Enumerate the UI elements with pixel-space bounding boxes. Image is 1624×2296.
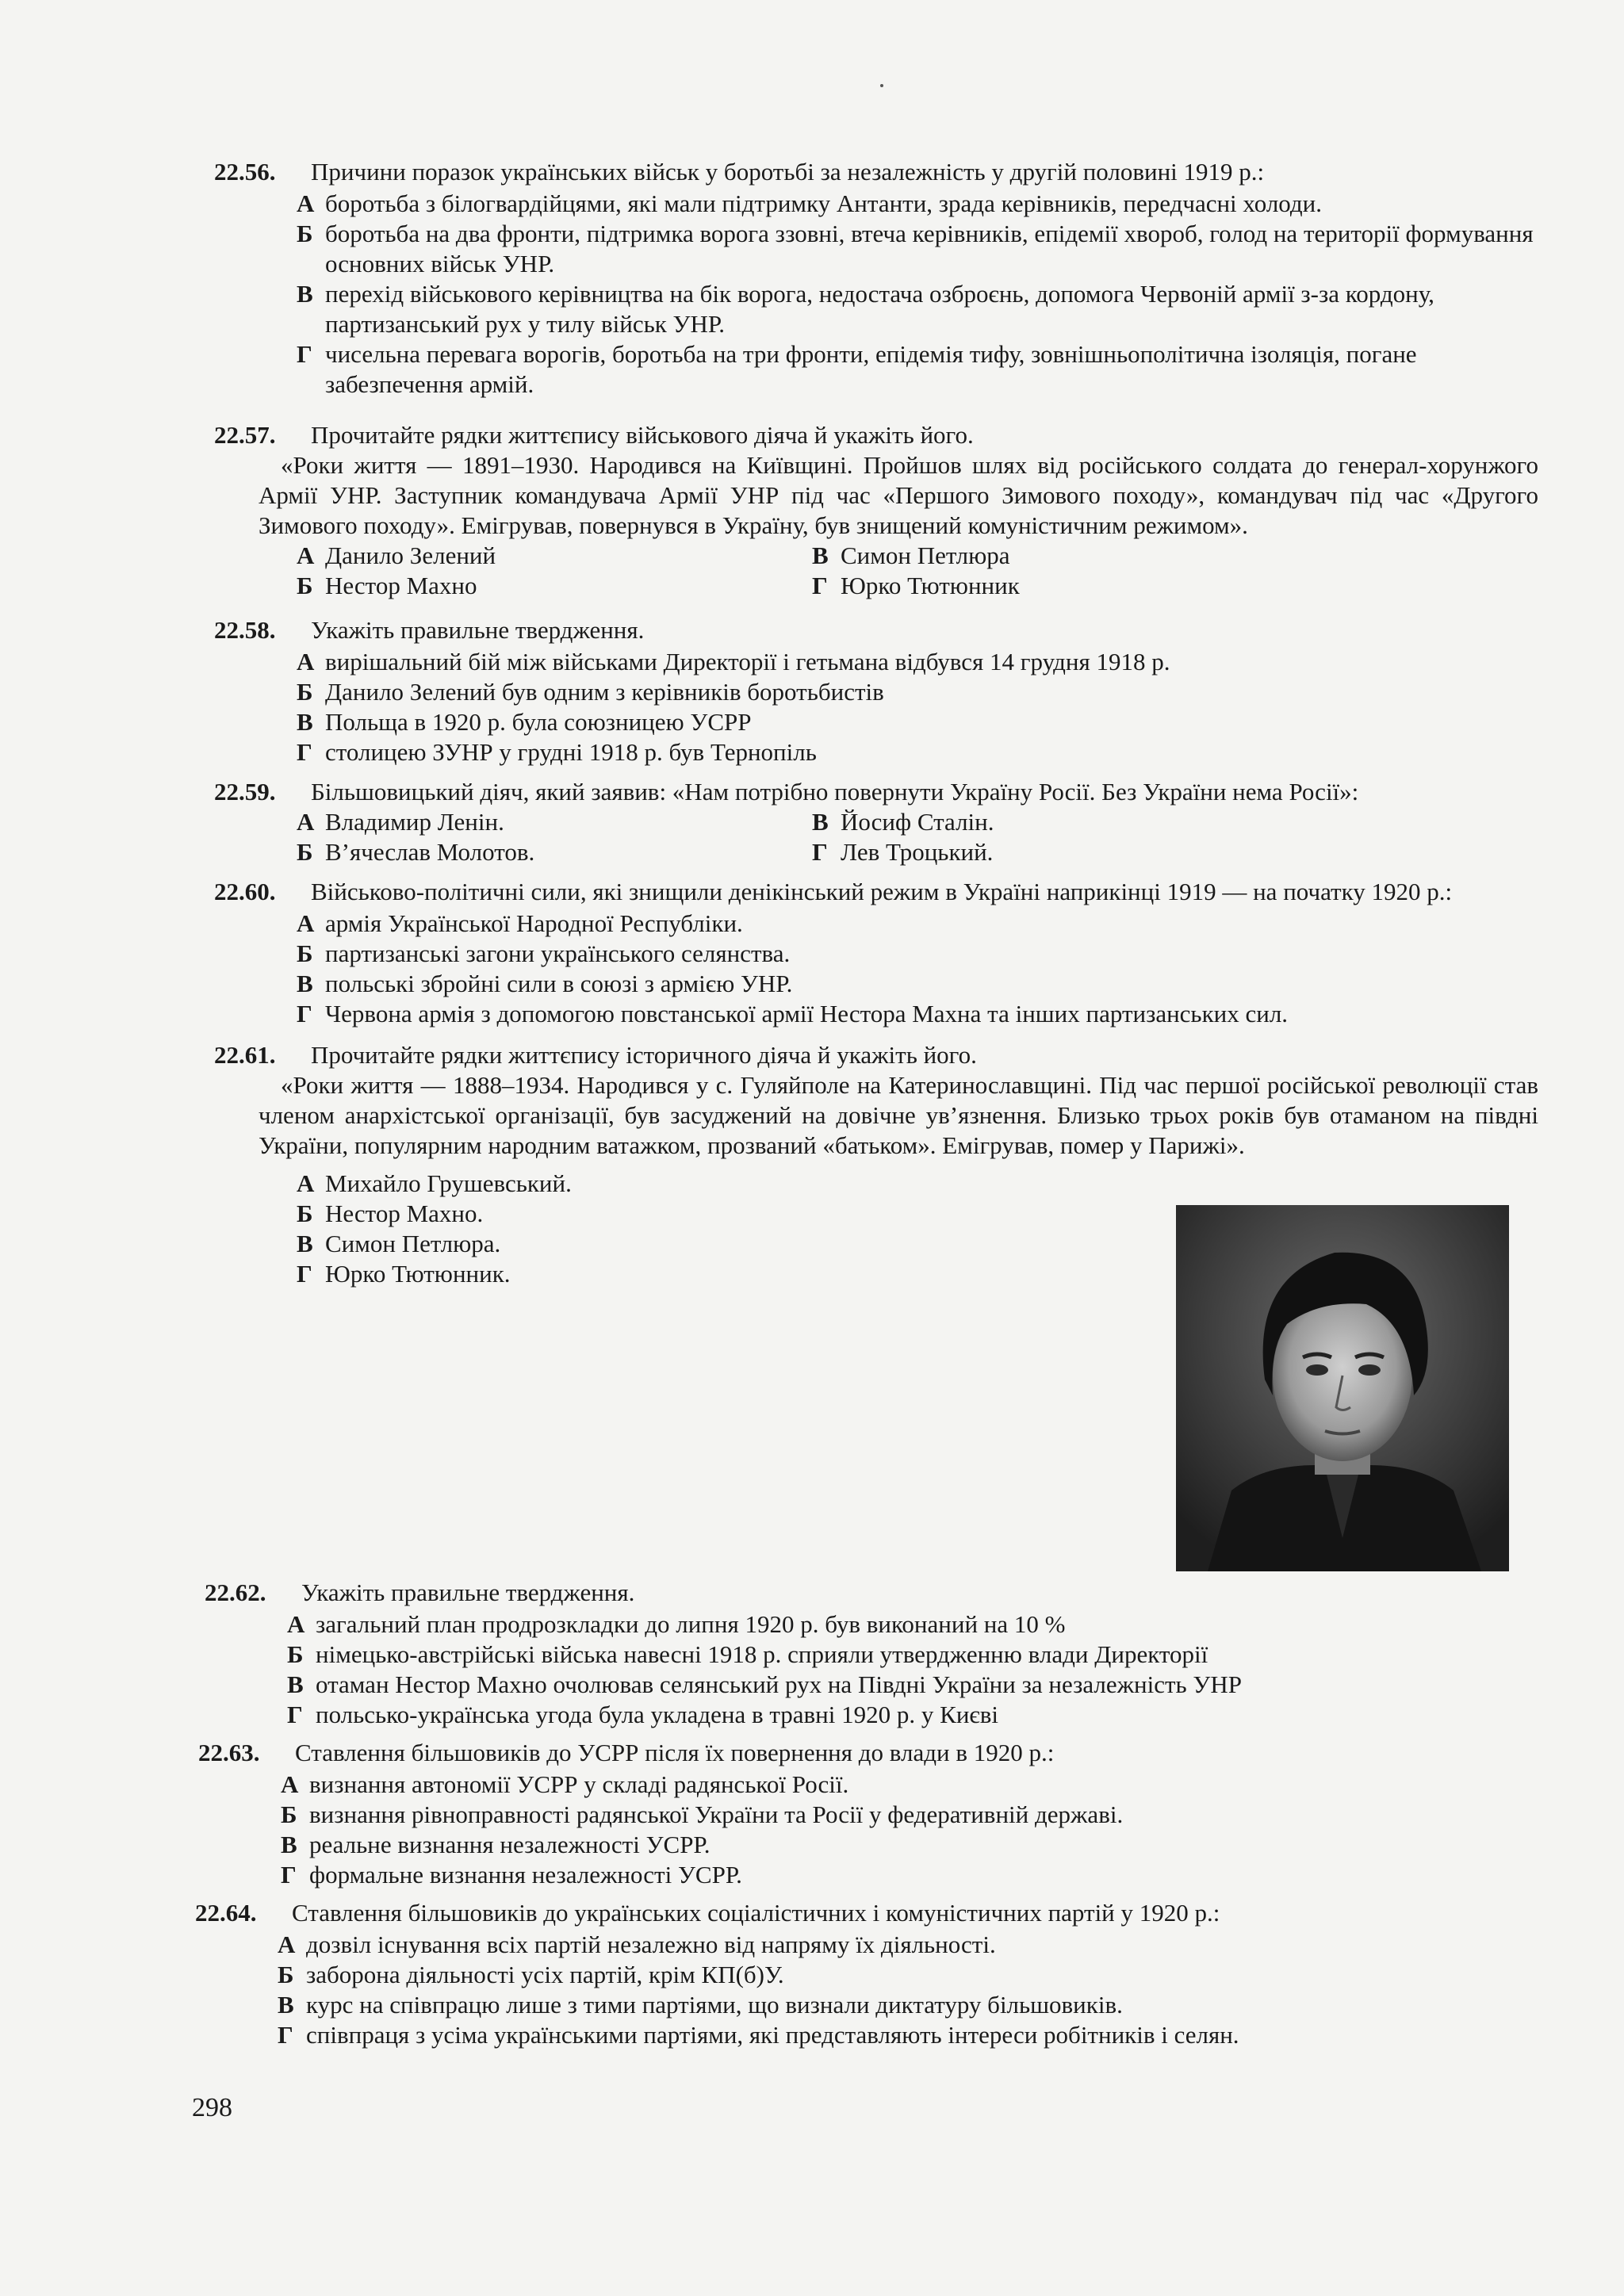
option-text: Нестор Махно. [325,1200,484,1227]
option-letter: Б [287,1640,304,1668]
option-text: курс на співпрацю лише з тими партіями, що визнали диктатуру більшовиків. [306,1991,1123,2019]
option-text: Юрко Тютюнник [841,572,1020,599]
option-text: отаман Нестор Махно очолював селянський рух на Півдні України за незалежність УНР [316,1670,1242,1698]
option-a [297,189,1538,219]
option-letter: Г [281,1861,297,1888]
question-22-62 [205,1578,1529,1730]
option-text: Йосиф Сталін. [841,808,994,836]
option-v [287,1670,1529,1700]
option-letter: Г [812,572,828,599]
question-22-64 [195,1898,1519,2050]
option-a [297,1169,1538,1199]
question-22-58 [214,615,1538,767]
option-letter: В [297,970,313,997]
question-22-63 [198,1738,1522,1890]
option-letter: В [287,1670,304,1698]
option-g [281,1860,1522,1890]
option-letter: Б [297,1200,313,1227]
question-number: 22.60. [214,878,276,905]
option-text: визнання автономії УСРР у складі радянської Росії. [309,1770,849,1798]
option-letter: Г [278,2021,293,2049]
question-text: Причини поразок українських військ у боротьбі за незалежність у другій половині 1919 р.: [311,158,1265,186]
option-v [297,969,1538,999]
option-letter: В [278,1991,294,2019]
option-letter: А [297,189,315,217]
option-v [812,541,1288,571]
option-text: армія Української Народної Республіки. [325,909,743,937]
scan-speck [880,84,883,87]
option-v [812,807,1288,837]
option-a [297,807,812,837]
question-text: Укажіть правильне твердження. [311,616,645,644]
question-number: 22.63. [198,1739,260,1766]
question-text: Укажіть правильне твердження. [301,1578,635,1606]
option-b [297,571,812,601]
option-text: заборона діяльності усіх партій, крім КП(б)У. [306,1961,784,1988]
question-22-60 [214,877,1538,1029]
option-text: Данило Зелений був одним з керівників боротьбистів [325,678,884,706]
option-letter: Г [297,340,312,368]
option-text: партизанські загони українського селянства. [325,939,791,967]
option-text: вирішальний бій між військами Директорії і гетьмана відбувся 14 грудня 1918 р. [325,648,1170,675]
option-b [278,1960,1519,1990]
option-text: реальне визнання незалежності УСРР. [309,1831,710,1858]
option-letter: А [281,1770,299,1798]
option-text: Симон Петлюра [841,541,1010,569]
option-letter: В [297,1230,313,1257]
option-b [297,939,1538,969]
option-text: дозвіл існування всіх партій незалежно від напряму їх діяльності. [306,1931,996,1958]
question-number: 22.64. [195,1899,257,1927]
option-text: чисельна перевага ворогів, боротьба на три фронти, епідемія тифу, зовнішньополітична ізоляція, погане забезпечення армій. [325,340,1417,398]
option-text: боротьба з білогвардійцями, які мали підтримку Антанти, зрада керівників, передчасні холоди. [325,189,1323,217]
option-letter: А [297,648,315,675]
question-text: Прочитайте рядки життєпису військового діяча й укажіть його. [311,421,974,449]
option-letter: А [297,909,315,937]
question-number: 22.59. [214,778,276,806]
option-letter: А [278,1931,296,1958]
option-a [287,1609,1529,1640]
biography-quote: «Роки життя — 1888–1934. Народився у с. Гуляйполе на Катеринославщині. Під час першої російської революції став членом анархістської організації, був засуджений на довічне ув’язнення. Близько трьох років був отаманом на півдні України, популярним народним ватажком, прозваний «батьком». Емігрував, помер у Парижі». [259,1071,1538,1159]
option-b [297,837,812,867]
option-letter: Г [297,738,312,766]
option-letter: Г [297,1000,312,1027]
option-text: співпраця з усіма українськими партіями, які представляють інтереси робітників і селян. [306,2021,1239,2049]
option-v [278,1990,1519,2020]
option-letter: Б [297,939,313,967]
option-text: Польща в 1920 р. була союзницею УСРР [325,708,752,736]
option-g [297,737,1538,767]
option-text: формальне визнання незалежності УСРР. [309,1861,742,1888]
option-text: Михайло Грушевський. [325,1169,572,1197]
question-text: Ставлення більшовиків до УСРР після їх повернення до влади в 1920 р.: [295,1739,1055,1766]
option-letter: Б [297,838,313,866]
option-g [297,339,1538,400]
question-number: 22.58. [214,616,276,644]
option-letter: Г [297,1260,312,1288]
option-letter: А [297,808,315,836]
option-letter: Б [281,1800,297,1828]
option-a [281,1770,1522,1800]
option-letter: Б [297,572,313,599]
option-text: боротьба на два фронти, підтримка ворога ззовні, втеча керівників, епідемії хвороб, голод на території формування основних військ УНР. [325,220,1534,277]
option-text: польські збройні сили в союзі з армією УНР. [325,970,793,997]
question-number: 22.61. [214,1041,276,1069]
question-text: Ставлення більшовиків до українських соціалістичних і комуністичних партій у 1920 р.: [292,1899,1220,1927]
option-text: столицею ЗУНР у грудні 1918 р. був Тернопіль [325,738,817,766]
question-number: 22.62. [205,1578,266,1606]
option-b [287,1640,1529,1670]
option-letter: В [281,1831,297,1858]
option-b [297,219,1538,279]
option-a [297,647,1538,677]
option-text: перехід військового керівництва на бік ворога, недостача озброєнь, допомога Червоній армії з-за кордону, партизанський рух у тилу військ УНР. [325,280,1434,338]
portrait-illustration [1176,1205,1509,1571]
option-text: Данило Зелений [325,541,496,569]
option-text: Юрко Тютюнник. [325,1260,511,1288]
portrait-photo [1176,1205,1509,1571]
option-g [297,999,1538,1029]
option-text: Симон Петлюра. [325,1230,501,1257]
question-22-59 [214,777,1538,867]
option-a [278,1930,1519,1960]
option-letter: В [297,708,313,736]
option-letter: А [287,1610,305,1638]
option-text: польсько-українська угода була укладена в травні 1920 р. у Києві [316,1701,998,1728]
question-text: Прочитайте рядки життєпису історичного діяча й укажіть його. [311,1041,977,1069]
question-text: Військово-політичні сили, які знищили денікінський режим в Україні наприкінці 1919 — на початку 1920 р.: [311,878,1453,905]
option-b [297,677,1538,707]
biography-quote: «Роки життя — 1891–1930. Народився на Київщині. Пройшов шлях від російського солдата до генерал-хорунжого Армії УНР. Заступник командувача Армії УНР під час «Першого Зимового походу», командувач під час «Другого Зимового походу». Емігрував, повернувся в Україну, був знищений комуністичним режимом». [259,451,1538,539]
option-text: Нестор Махно [325,572,477,599]
question-22-56 [214,157,1538,400]
option-v [297,707,1538,737]
option-v [297,279,1538,339]
option-text: Червона армія з допомогою повстанської армії Нестора Махна та інших партизанських сил. [325,1000,1289,1027]
option-a [297,541,812,571]
option-letter: Г [287,1701,303,1728]
option-text: В’ячеслав Молотов. [325,838,535,866]
question-text: Більшовицький діяч, який заявив: «Нам потрібно повернути Україну Росії. Без України нема Росії»: [311,778,1359,806]
option-letter: Г [812,838,828,866]
option-g [812,571,1288,601]
option-g [278,2020,1519,2050]
option-text: німецько-австрійські війська навесні 1918 р. сприяли утвердженню влади Директорії [316,1640,1208,1668]
option-text: Владимир Ленін. [325,808,504,836]
option-letter: Б [297,220,313,247]
option-letter: А [297,1169,315,1197]
option-letter: В [812,541,829,569]
option-text: загальний план продрозкладки до липня 1920 р. був виконаний на 10 % [316,1610,1066,1638]
option-a [297,909,1538,939]
option-letter: Б [278,1961,294,1988]
option-text: визнання рівноправності радянської України та Росії у федеративній державі. [309,1800,1124,1828]
option-g [812,837,1288,867]
option-letter: А [297,541,315,569]
option-g [287,1700,1529,1730]
page-number: 298 [192,2093,232,2122]
question-number: 22.57. [214,421,276,449]
option-letter: Б [297,678,313,706]
question-22-57 [214,420,1538,601]
option-letter: В [297,280,313,308]
option-letter: В [812,808,829,836]
question-number: 22.56. [214,158,276,186]
option-text: Лев Троцький. [841,838,994,866]
option-b [281,1800,1522,1830]
option-v [281,1830,1522,1860]
